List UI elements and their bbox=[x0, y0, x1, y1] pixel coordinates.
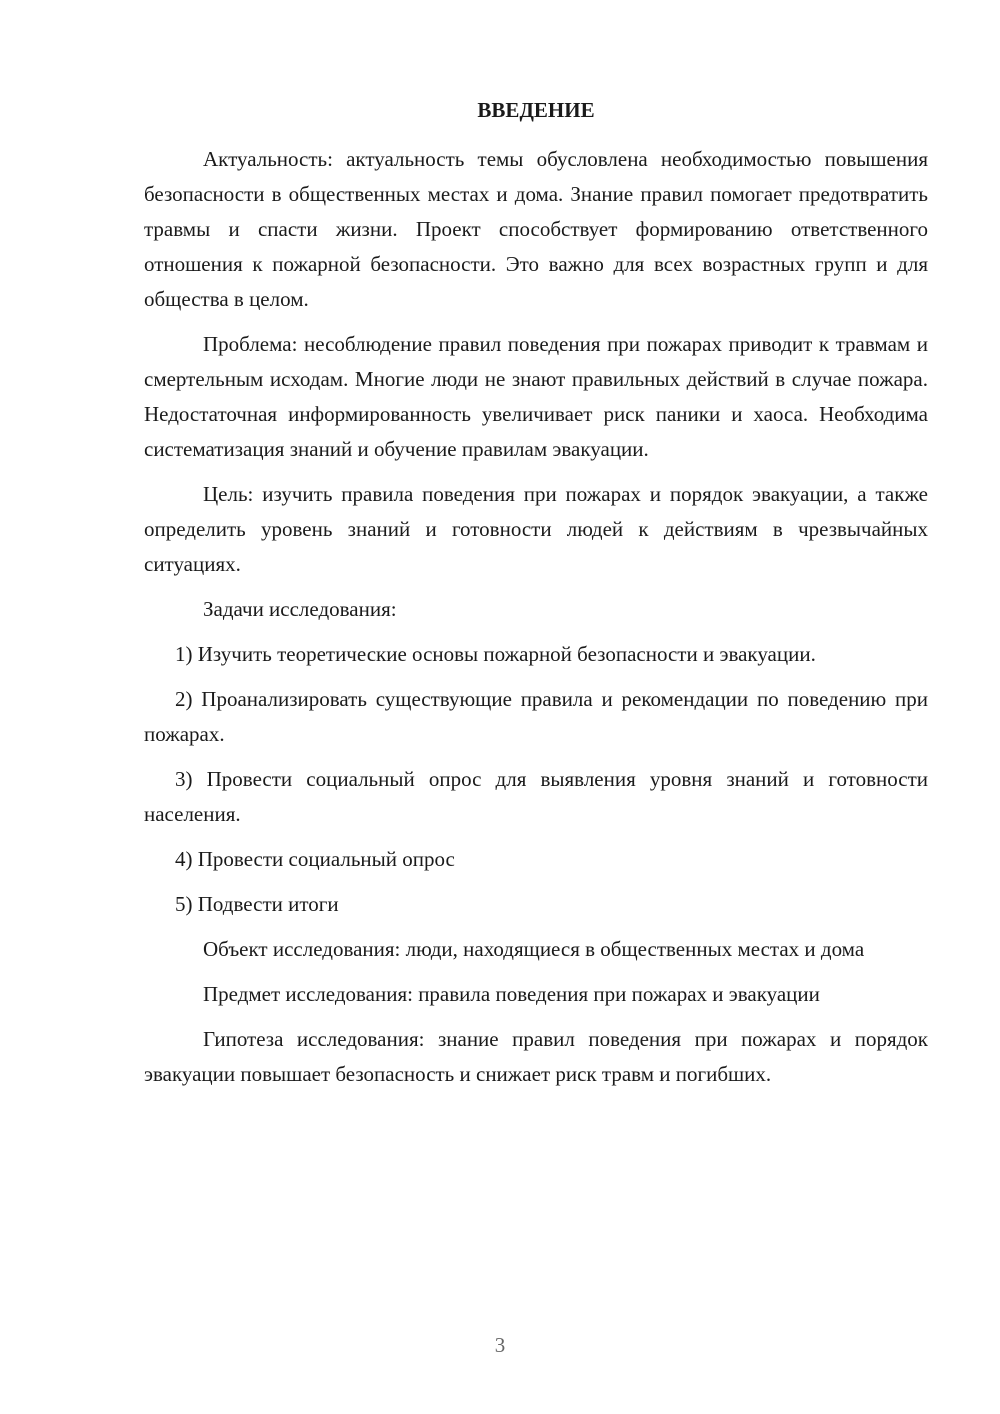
task-item-1: 1) Изучить теоретические основы пожарной безопасности и эвакуации. bbox=[175, 642, 816, 666]
paragraph-object: Объект исследования: люди, находящиеся в общественных местах и дома bbox=[203, 937, 865, 961]
task-item-2: 2) Проанализировать существующие правила и рекомендации по поведению при пожарах. bbox=[144, 687, 928, 746]
paragraph-hypothesis: Гипотеза исследования: знание правил поведения при пожарах и порядок эвакуации повышает безопасность и снижает риск травм и погибших. bbox=[144, 1027, 928, 1086]
task-item-3: 3) Провести социальный опрос для выявления уровня знаний и готовности населения. bbox=[144, 767, 928, 826]
task-item-4: 4) Провести социальный опрос bbox=[175, 847, 455, 871]
page-title: ВВЕДЕНИЕ bbox=[477, 98, 595, 122]
task-item-5: 5) Подвести итоги bbox=[175, 892, 339, 916]
document-page bbox=[144, 95, 928, 1102]
paragraph-relevance: Актуальность: актуальность темы обусловлена необходимостью повышения безопасности в общественных местах и дома. Знание правил помогает предотвратить травмы и спасти жизни. Проект способствует формированию ответственного отношения к пожарной безопасности. Это важно для всех возрастных групп и для общества в целом. bbox=[144, 147, 928, 311]
page-number: 3 bbox=[494, 1333, 506, 1357]
paragraph-problem: Проблема: несоблюдение правил поведения при пожарах приводит к травмам и смертельным исходам. Многие люди не знают правильных действий в случае пожара. Недостаточная информированность увеличивает риск паники и хаоса. Необходима систематизация знаний и обучение правилам эвакуации. bbox=[144, 332, 928, 461]
paragraph-goal: Цель: изучить правила поведения при пожарах и порядок эвакуации, а также определить уровень знаний и готовности людей к действиям в чрезвычайных ситуациях. bbox=[144, 482, 928, 576]
paragraph-subject: Предмет исследования: правила поведения при пожарах и эвакуации bbox=[203, 982, 820, 1006]
paragraph-tasks-heading: Задачи исследования: bbox=[203, 597, 397, 621]
